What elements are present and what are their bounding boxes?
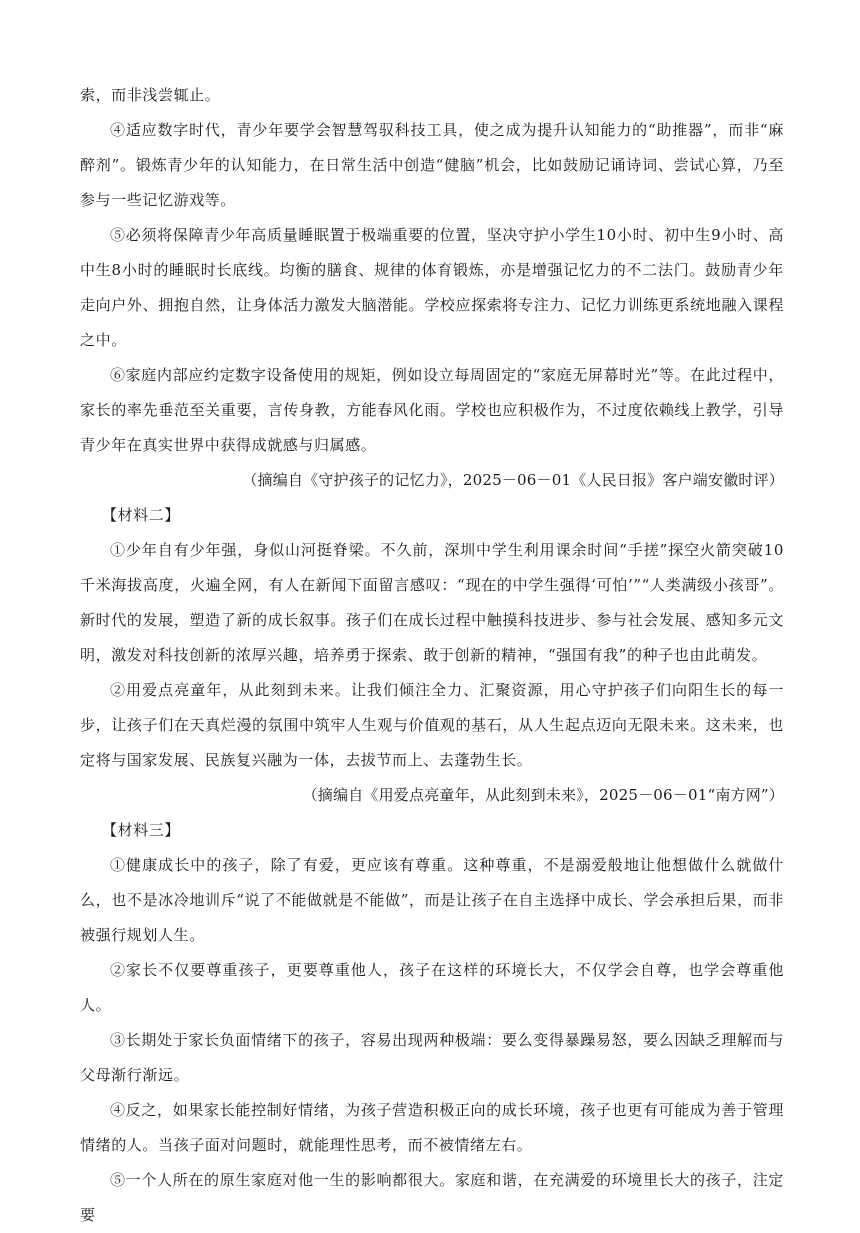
material-3-paragraph-5: ⑤一个人所在的原生家庭对他一生的影响都很大。家庭和谐，在充满爱的环境里长大的孩子，注定要 [80,1171,784,1224]
source-citation-1: （摘编自《守护孩子的记忆力》，2025－06－01《人民日报》客户端安徽时评） [242,471,784,489]
material-3-paragraph-1: ①健康成长中的孩子，除了有爱，更应该有尊重。这种尊重，不是溺爱般地让他想做什么就做什么，也不是冰冷地训斥“说了不能做就是不能做”，而是让孩子在自主选择中成长、学会承担后果，而非被强行规划人生。 [80,856,784,944]
source-citation-2: （摘编自《用爱点亮童年，从此刻到未来》，2025－06－01“南方网”） [302,786,784,804]
paragraph-4: ④适应数字时代，青少年要学会智慧驾驭科技工具，使之成为提升认知能力的“助推器”，而非“麻醉剂”。锻炼青少年的认知能力，在日常生活中创造“健脑”机会，比如鼓励记诵诗词、尝试心算，乃至参与一些记忆游戏等。 [80,121,784,209]
paragraph-6: ⑥家庭内部应约定数字设备使用的规矩，例如设立每周固定的“家庭无屏幕时光”等。在此过程中，家长的率先垂范至关重要，言传身教，方能春风化雨。学校也应积极作为，不过度依赖线上教学，引导青少年在真实世界中获得成就感与归属感。 [80,366,784,454]
material-2-paragraph-1: ①少年自有少年强，身似山河挺脊梁。不久前，深圳中学生利用课余时间“手搓”探空火箭突破10千米海拔高度，火遍全网，有人在新闻下面留言感叹：“现在的中学生强得‘可怕’”“人类满级小孩哥”。新时代的发展，塑造了新的成长叙事。孩子们在成长过程中触摸科技进步、参与社会发展、感知多元文明，激发对科技创新的浓厚兴趣，培养勇于探索、敢于创新的精神，“强国有我”的种子也由此萌发。 [80,541,784,664]
material-2-paragraph-2: ②用爱点亮童年，从此刻到未来。让我们倾注全力、汇聚资源，用心守护孩子们向阳生长的每一步，让孩子们在天真烂漫的氛围中筑牢人生观与价值观的基石，从人生起点迈向无限未来。这未来，也定将与国家发展、民族复兴融为一体，去拔节而上、去蓬勃生长。 [80,681,784,769]
material-2-heading: 【材料二】 [102,506,181,524]
document-page [80,78,784,1233]
material-3-heading: 【材料三】 [102,821,181,839]
material-3-paragraph-3: ③长期处于家长负面情绪下的孩子，容易出现两种极端：要么变得暴躁易怒，要么因缺乏理解而与父母渐行渐远。 [80,1031,784,1084]
material-3-paragraph-4: ④反之，如果家长能控制好情绪，为孩子营造积极正向的成长环境，孩子也更有可能成为善于管理情绪的人。当孩子面对问题时，就能理性思考，而不被情绪左右。 [80,1101,784,1154]
material-3-paragraph-2: ②家长不仅要尊重孩子，更要尊重他人，孩子在这样的环境长大，不仅学会自尊，也学会尊重他人。 [80,961,784,1014]
paragraph-5: ⑤必须将保障青少年高质量睡眠置于极端重要的位置，坚决守护小学生10小时、初中生9小时、高中生8小时的睡眠时长底线。均衡的膳食、规律的体育锻炼，亦是增强记忆力的不二法门。鼓励青少年走向户外、拥抱自然，让身体活力激发大脑潜能。学校应探索将专注力、记忆力训练更系统地融入课程之中。 [80,226,784,349]
paragraph-continuation: 索，而非浅尝辄止。 [80,86,221,104]
